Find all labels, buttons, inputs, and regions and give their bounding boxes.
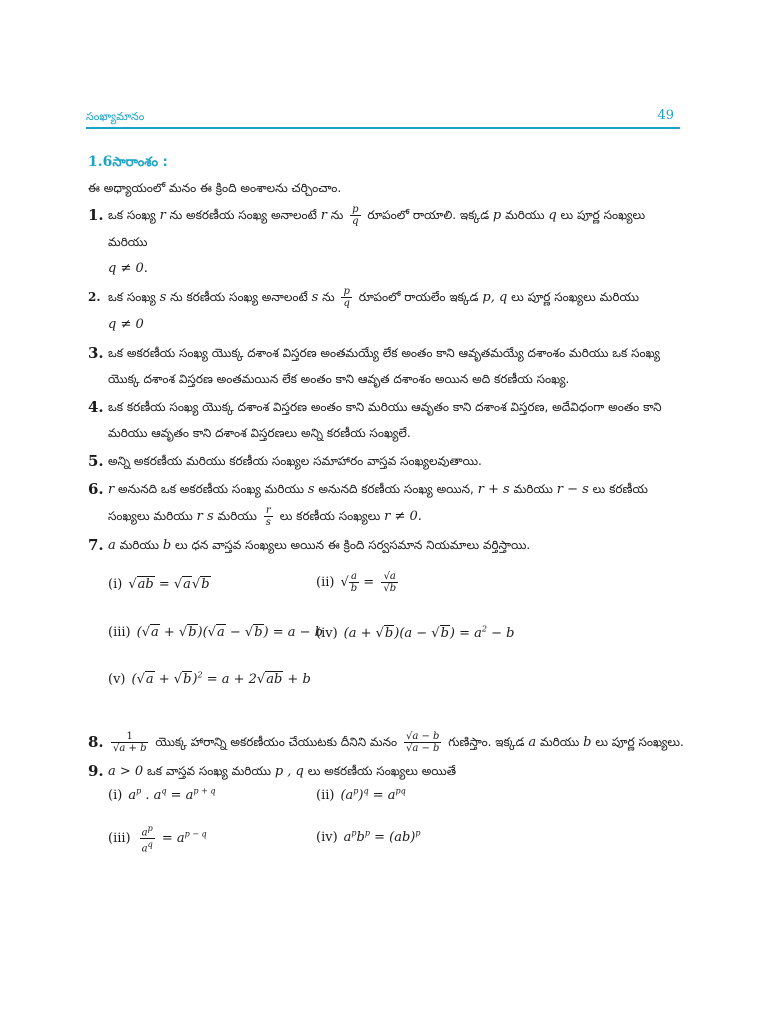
fraction-conjugate: $\frac{√a - b}{√a - b}$ [405,731,440,754]
summary-item-4: 4. ఒక కరణీయ సంఖ్య యొక్క దశాంశ విస్తరణ అంతం కాని మరియు ఆవృతం కాని దశాంశ విస్తరణ, అదేవిధంగా అంతం కాని మరియు ఆవృతం కాని దశాంశ విస్తరణలు అన్ని కరణీయ సంఖ్యలే. [88,398,662,440]
exponent-law-iv: (iv) $a^pb^p = (ab)^p$ [316,829,421,846]
summary-item-7: 7. a మరియు b లు ధన వాస్తవ సంఖ్యలు అయిన ఈ క్రింది సర్వసమాన నియమాలు వర్తిస్తాయి. [88,536,531,554]
summary-item-8: 8. $\frac{1}{√a + b}$ యొక్క హారాన్ని అకరణీయం చేయుటకు దీనిని మనం $\frac{√a - b}{√a - b}$ గుణిస్తాం. ఇక్కడ a మరియు b లు పూర్ణ సంఖ్యలు. [88,731,684,754]
exponent-laws [108,787,684,867]
fraction-p-over-q: $\frac{p}{q}$ [352,204,359,227]
chapter-title: సంఖ్యామానం [86,110,145,123]
summary-item-3: 3. ఒక అకరణీయ సంఖ్య యొక్క దశాంశ విస్తరణ అంతమయ్యే లేక అంతం కాని ఆవృతమయ్యే దశాంశం మరియు ఒక సంఖ్య యొక్క దశాంశ విస్తరణ అంతమయిన లేక అంతం కాని ఆవృత దశాంశం అయిన అది కరణీయ సంఖ్య. [88,344,661,386]
summary-item-6: 6. r అనునది ఒక అకరణీయ సంఖ్య మరియు s అనునది కరణీయ సంఖ్య అయిన, r + s మరియు r − s లు కరణీయ సంఖ్యలు మరియు r s మరియు $\frac{r}{s}$ లు కరణీయ సంఖ్యలు r ≠ 0. [88,480,648,528]
header-rule [86,127,680,129]
identity-list [108,565,684,715]
identity-iv: (iv) $(a + √b)(a - √b) = a^2 - b$ [316,625,515,642]
page-content [88,150,684,867]
identity-iii: (iii) (√a + √b)(√a − √b) = a − b [108,625,323,640]
summary-item-1: 1. ఒక సంఖ్య r ను అకరణీయ సంఖ్య అనాలంటే r ను $\frac{p}{q}$ రూపంలో రాయాలి. ఇక్కడ p మరియు q లు పూర్ణ సంఖ్యలు మరియు q ≠ 0. [88,204,646,276]
identity-i: (i) √ab = √a√b [108,577,210,592]
exponent-law-iii: (iii) $\frac{a^p}{a^q}$ = $a^{p - q}$ [108,824,207,855]
summary-item-2: 2. ఒక సంఖ్య s ను కరణీయ సంఖ్య అనాలంటే s ను $\frac{p}{q}$ రూపంలో రాయలేం ఇక్కడ p, q లు పూర్ణ సంఖ్యలు మరియు q ≠ 0 [88,286,640,332]
fraction-1-over-sqrt-a-plus-b: $\frac{1}{√a + b}$ [113,731,147,754]
identity-ii: (ii) √ $\frac{a}{b}$ = $\frac{√a}{√b}$ [316,571,397,594]
section-title: 1.6సారాంశం : [88,154,168,170]
exponent-law-ii: (ii) $(a^p)^q = a^{pq}$ [316,787,406,804]
page-number: 49 [657,108,674,123]
summary-item-9: 9. a > 0 ఒక వాస్తవ సంఖ్య మరియు p , q లు అకరణీయ సంఖ్యలు అయితే [88,762,457,780]
identity-v: (v) $(√a + √b)^2 = a + 2√ab + b$ [108,671,311,688]
fraction-r-over-s: $\frac{r}{s}$ [265,505,271,528]
summary-item-5: 5. అన్ని అకరణీయ మరియు కరణీయ సంఖ్యల సమాహారం వాస్తవ సంఖ్యలవుతాయి. [88,452,482,470]
exponent-law-i: (i) $a^p$ . $a^q = a^{p + q}$ [108,787,216,804]
intro-text: ఈ అధ్యాయంలో మనం ఈ క్రింది అంశాలను చర్చించాం. [88,181,342,195]
page-header [86,108,680,130]
fraction-p-over-q: $\frac{p}{q}$ [343,286,350,309]
